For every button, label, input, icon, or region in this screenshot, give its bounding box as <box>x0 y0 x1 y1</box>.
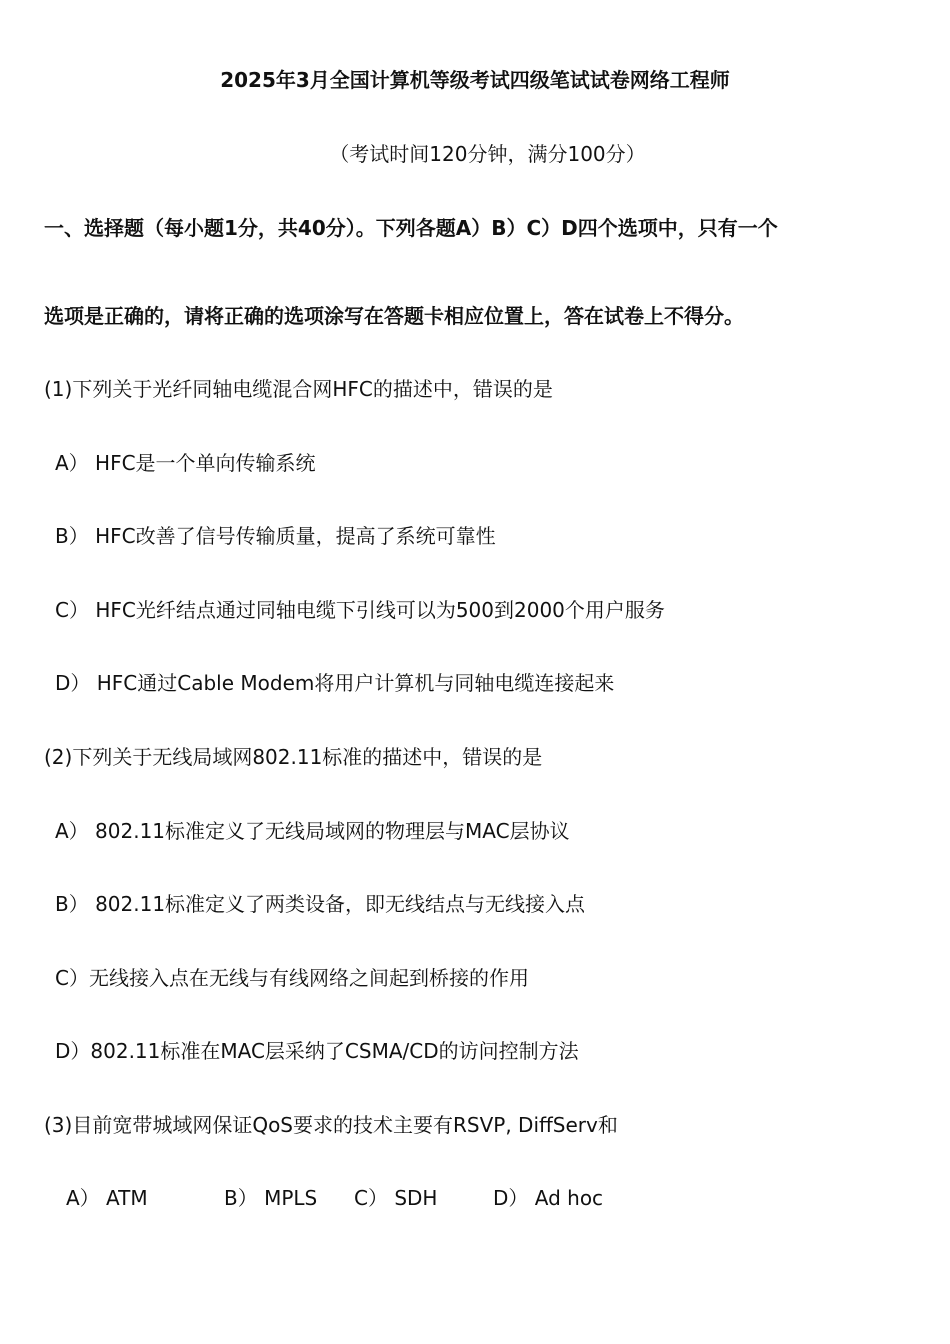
question-3-options-row <box>0 1185 950 1211</box>
document-subtitle: （考试时间120分钟，满分100分） <box>329 142 646 166</box>
question-2-option-a: A） 802.11标准定义了无线局域网的物理层与MAC层协议 <box>55 819 570 843</box>
question-3-option-a: A） ATM <box>66 1186 148 1210</box>
section-heading-line-1: 一、选择题（每小题1分，共40分）。下列各题A）B）C）D四个选项中，只有一个 <box>44 216 778 240</box>
section-heading-line-2: 选项是正确的，请将正确的选项涂写在答题卡相应位置上，答在试卷上不得分。 <box>44 304 744 328</box>
question-1-option-d: D） HFC通过Cable Modem将用户计算机与同轴电缆连接起来 <box>55 671 615 695</box>
question-2-option-c: C）无线接入点在无线与有线网络之间起到桥接的作用 <box>55 966 529 990</box>
question-3-option-d: D） Ad hoc <box>493 1186 604 1210</box>
question-1-option-a: A） HFC是一个单向传输系统 <box>55 451 316 475</box>
question-3-option-c: C） SDH <box>354 1186 438 1210</box>
question-2-option-b: B） 802.11标准定义了两类设备，即无线结点与无线接入点 <box>55 892 586 916</box>
question-1-stem: (1)下列关于光纤同轴电缆混合网HFC的描述中，错误的是 <box>44 377 553 401</box>
question-1-option-c: C） HFC光纤结点通过同轴电缆下引线可以为500到2000个用户服务 <box>55 598 665 622</box>
question-3-option-b: B） MPLS <box>224 1186 318 1210</box>
question-2-option-d: D）802.11标准在MAC层采纳了CSMA/CD的访问控制方法 <box>55 1039 579 1063</box>
question-2-stem: (2)下列关于无线局域网802.11标准的描述中，错误的是 <box>44 745 543 769</box>
document-title: 2025年3月全国计算机等级考试四级笔试试卷网络工程师 <box>220 68 730 92</box>
question-3-stem: (3)目前宽带城域网保证QoS要求的技术主要有RSVP, DiffServ和 <box>44 1113 618 1137</box>
question-1-option-b: B） HFC改善了信号传输质量，提高了系统可靠性 <box>55 524 496 548</box>
